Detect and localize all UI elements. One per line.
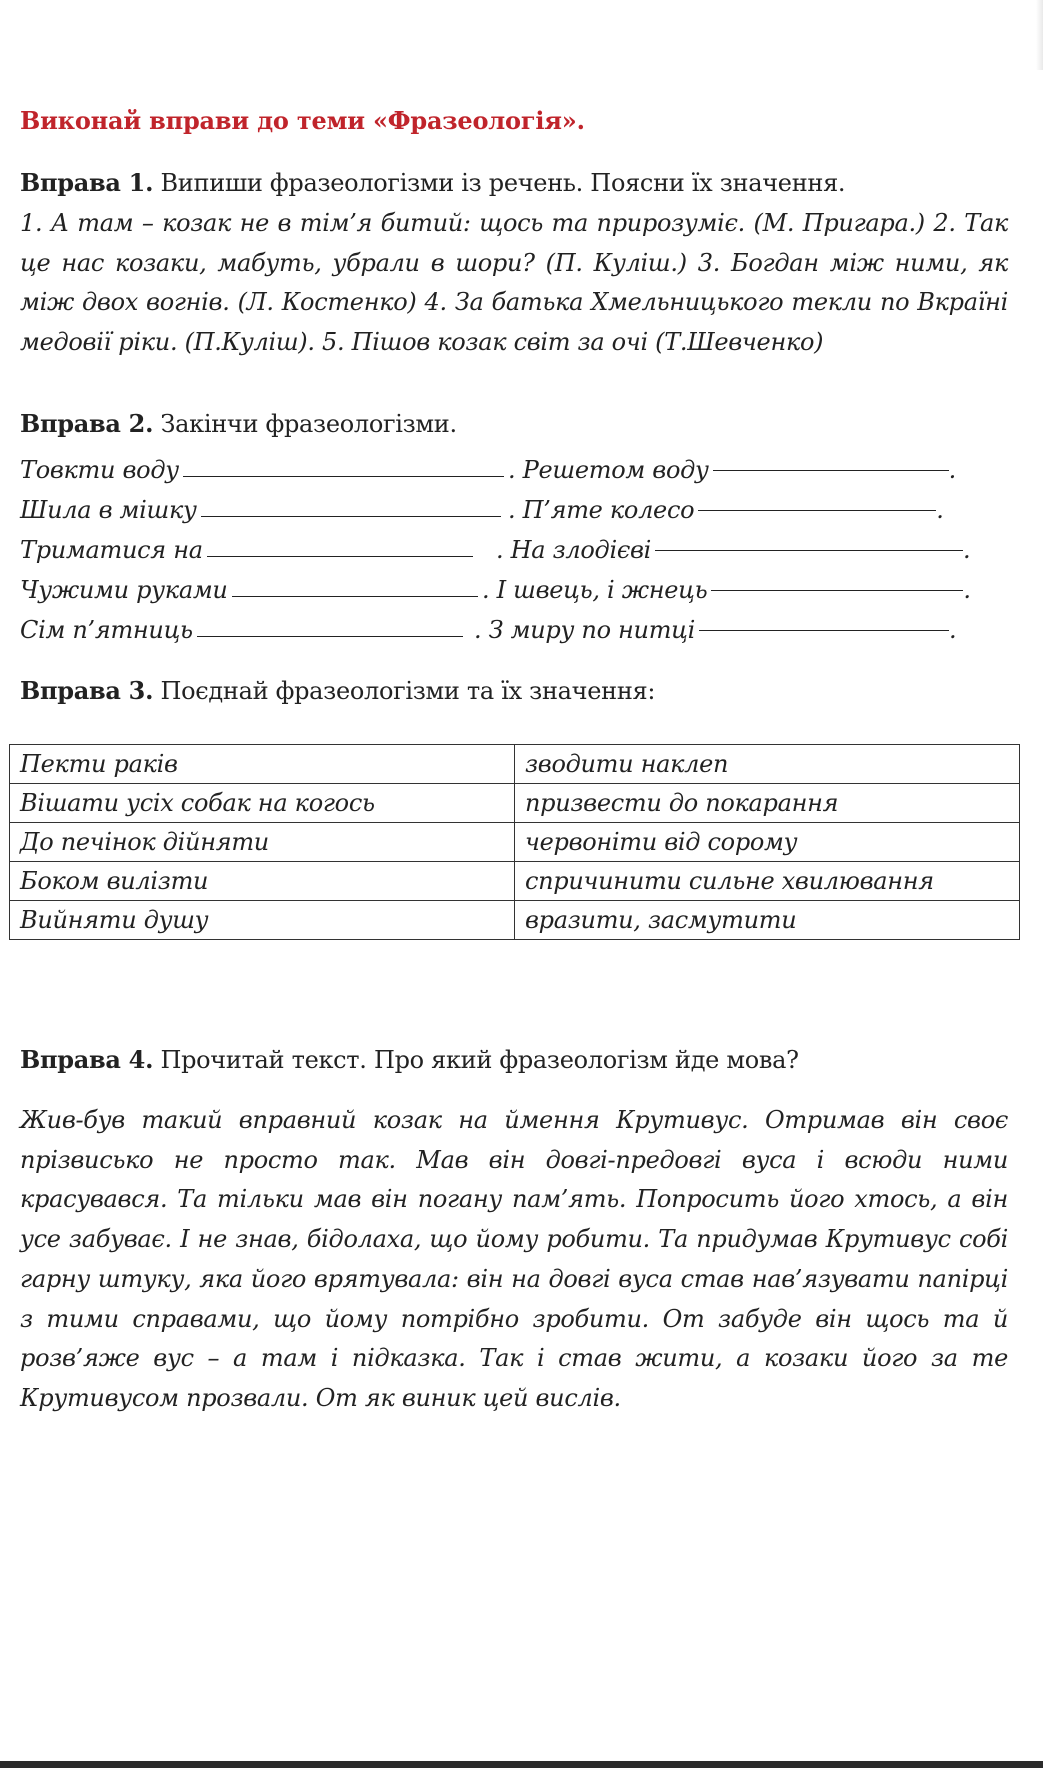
fill-row xyxy=(20,604,1000,644)
page-title: Виконай вправи до теми «Фразеологія». xyxy=(20,106,585,135)
idiom-start: Триматися на xyxy=(20,536,203,564)
table-row xyxy=(10,823,1020,862)
idiom-start: Чужими руками xyxy=(20,576,228,604)
exercise-1-label: Вправа 1. xyxy=(20,168,154,197)
answer-blank[interactable] xyxy=(201,510,501,517)
answer-blank[interactable] xyxy=(699,624,949,631)
idiom-start-2: . Решетом воду . xyxy=(508,456,956,484)
exercise-3-heading xyxy=(20,676,655,705)
table-row xyxy=(10,862,1020,901)
answer-blank[interactable] xyxy=(183,470,504,477)
idiom-start: Товкти воду xyxy=(20,456,179,484)
table-row xyxy=(10,745,1020,784)
idiom-cell: Пекти раків xyxy=(10,745,515,784)
idiom-cell: Вийняти душу xyxy=(10,901,515,940)
bottom-edge-bar xyxy=(0,1761,1043,1768)
idiom-start-2: . І швець, і жнець . xyxy=(482,576,971,604)
table-row xyxy=(10,784,1020,823)
matching-table xyxy=(9,744,1020,940)
exercise-2-label: Вправа 2. xyxy=(20,409,154,438)
idiom-cell: Вішати усіх собак на когось xyxy=(10,784,515,823)
answer-blank[interactable] xyxy=(197,630,463,637)
answer-blank[interactable] xyxy=(655,544,963,551)
exercise-1-text: 1. А там – козак не в тім’я битий: щось та прирозуміє. (М. Пригара.) 2. Так це нас козаки, мабуть, убрали в шори? (П. Куліш.) 3. Богдан між ними, як між двох вогнів. (Л. Костенко) 4. За батька Хмельницького текли по Вкраїні медовії ріки. (П.Куліш). 5. Пішов козак світ за очі (Т.Шевченко) xyxy=(20,209,1008,357)
exercise-2-fill-list xyxy=(20,444,1000,644)
exercise-4-text: Жив-був такий вправний козак на ймення Крутивус. Отримав він своє прізвисько не просто так. Мав він довгі-предовгі вуса і всюди ними красувався. Та тільки мав він погану пам’ять. Попросить його хтось, а він усе забуває. І не знав, бідолаха, що йому робити. Та придумав Крутивус собі гарну штуку, яка його врятувала: він на довгі вуса став нав’язувати папірці з тими справами, що йому потрібно зробити. От забуде він щось та й розв’яже вус – а там і підказка. Так і став жити, а козаки його за те Крутивусом прозвали. От як виник цей вислів. xyxy=(20,1106,1008,1412)
idiom-cell: До печінок дійняти xyxy=(10,823,515,862)
answer-blank[interactable] xyxy=(698,504,936,511)
meaning-cell: червоніти від сорому xyxy=(515,823,1020,862)
fill-row xyxy=(20,564,1000,604)
exercise-3-label: Вправа 3. xyxy=(20,676,154,705)
meaning-cell: вразити, засмутити xyxy=(515,901,1020,940)
answer-blank[interactable] xyxy=(711,584,963,591)
exercise-2-instruction: Закінчи фразеологізми. xyxy=(160,410,457,438)
answer-blank[interactable] xyxy=(232,590,478,597)
exercise-1-instruction: Випиши фразеологізми із речень. Поясни їх значення. xyxy=(160,169,846,197)
exercise-4-instruction: Прочитай текст. Про який фразеологізм йде мова? xyxy=(160,1046,799,1074)
exercise-1-heading xyxy=(20,168,845,197)
exercise-3-instruction: Поєднай фразеологізми та їх значення: xyxy=(160,677,656,705)
idiom-start-2: . З миру по нитці . xyxy=(474,616,957,644)
fill-row xyxy=(20,444,1000,484)
fill-row xyxy=(20,484,1000,524)
exercise-4-label: Вправа 4. xyxy=(20,1045,154,1074)
answer-blank[interactable] xyxy=(713,464,949,471)
meaning-cell: призвести до покарання xyxy=(515,784,1020,823)
exercise-4-heading xyxy=(20,1045,799,1074)
idiom-start: Шила в мішку xyxy=(20,496,197,524)
exercise-2-heading xyxy=(20,409,457,438)
fill-row xyxy=(20,524,1000,564)
table-row xyxy=(10,901,1020,940)
scan-edge-shadow xyxy=(1036,0,1043,70)
idiom-start-2: . П’яте колесо . xyxy=(508,496,944,524)
meaning-cell: зводити наклеп xyxy=(515,745,1020,784)
meaning-cell: спричинити сильне хвилювання xyxy=(515,862,1020,901)
answer-blank[interactable] xyxy=(207,550,473,557)
idiom-start-2: . На злодієві . xyxy=(496,536,971,564)
idiom-cell: Боком вилізти xyxy=(10,862,515,901)
idiom-start: Сім п’ятниць xyxy=(20,616,193,644)
